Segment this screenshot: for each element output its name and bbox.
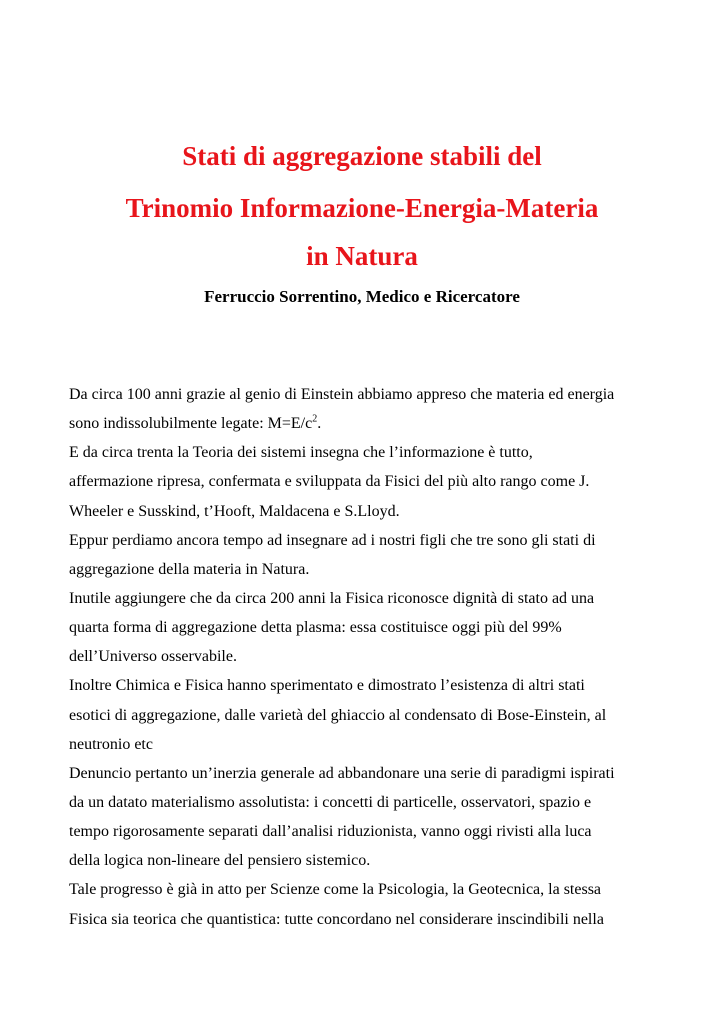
text-line: della logica non-lineare del pensiero sistemico.: [69, 852, 371, 870]
text-line: Inoltre Chimica e Fisica hanno sperimentato e dimostrato l’esistenza di altri stati: [69, 677, 585, 695]
title-line-3: in Natura: [306, 241, 418, 271]
text-line: Denuncio pertanto un’inerzia generale ad abbandonare una serie di paradigmi ispirati: [69, 764, 615, 782]
formula-period: .: [317, 415, 322, 433]
text-line: E da circa trenta la Teoria dei sistemi insegna che l’informazione è tutto,: [69, 444, 533, 462]
text-line: da un datato materialismo assolutista: i concetti di particelle, osservatori, spazio e: [69, 793, 592, 811]
title-line-1: Stati di aggregazione stabili del: [182, 141, 542, 171]
text-line: affermazione ripresa, confermata e sviluppata da Fisici del più alto rango come J.: [69, 473, 590, 491]
text-line: Inutile aggiungere che da circa 200 anni la Fisica riconosce dignità di stato ad una: [69, 589, 595, 607]
author-line: Ferruccio Sorrentino, Medico e Ricercatore: [204, 287, 520, 306]
text-line: Wheeler e Susskind, t’Hooft, Maldacena e S.Lloyd.: [69, 502, 400, 520]
text-line: neutronio etc: [69, 735, 153, 753]
body-text: [69, 380, 659, 934]
text-line: Tale progresso è già in atto per Scienze come la Psicologia, la Geotecnica, la stessa: [69, 881, 602, 899]
text-line: aggregazione della materia in Natura.: [69, 560, 310, 578]
text-line: tempo rigorosamente separati dall’analisi riduzionista, vanno oggi rivisti alla luca: [69, 823, 592, 841]
text-line: esotici di aggregazione, dalle varietà del ghiaccio al condensato di Bose-Einstein, al: [69, 706, 607, 724]
formula-line: [69, 409, 659, 438]
text-line: dell’Universo osservabile.: [69, 648, 237, 666]
text-line: quarta forma di aggregazione detta plasma: essa costituisce oggi più del 99%: [69, 619, 562, 637]
text-line: Eppur perdiamo ancora tempo ad insegnare ad i nostri figli che tre sono gli stati di: [69, 531, 596, 549]
formula-text: sono indissolubilmente legate: M=E/c: [69, 415, 313, 433]
formula-superscript: 2: [312, 413, 318, 425]
title-line-2: Trinomio Informazione-Energia-Materia: [125, 193, 599, 223]
text-line: Fisica sia teorica che quantistica: tutte concordano nel considerare inscindibili nella: [69, 910, 604, 928]
text-line: Da circa 100 anni grazie al genio di Einstein abbiamo appreso che materia ed energia: [69, 386, 615, 403]
